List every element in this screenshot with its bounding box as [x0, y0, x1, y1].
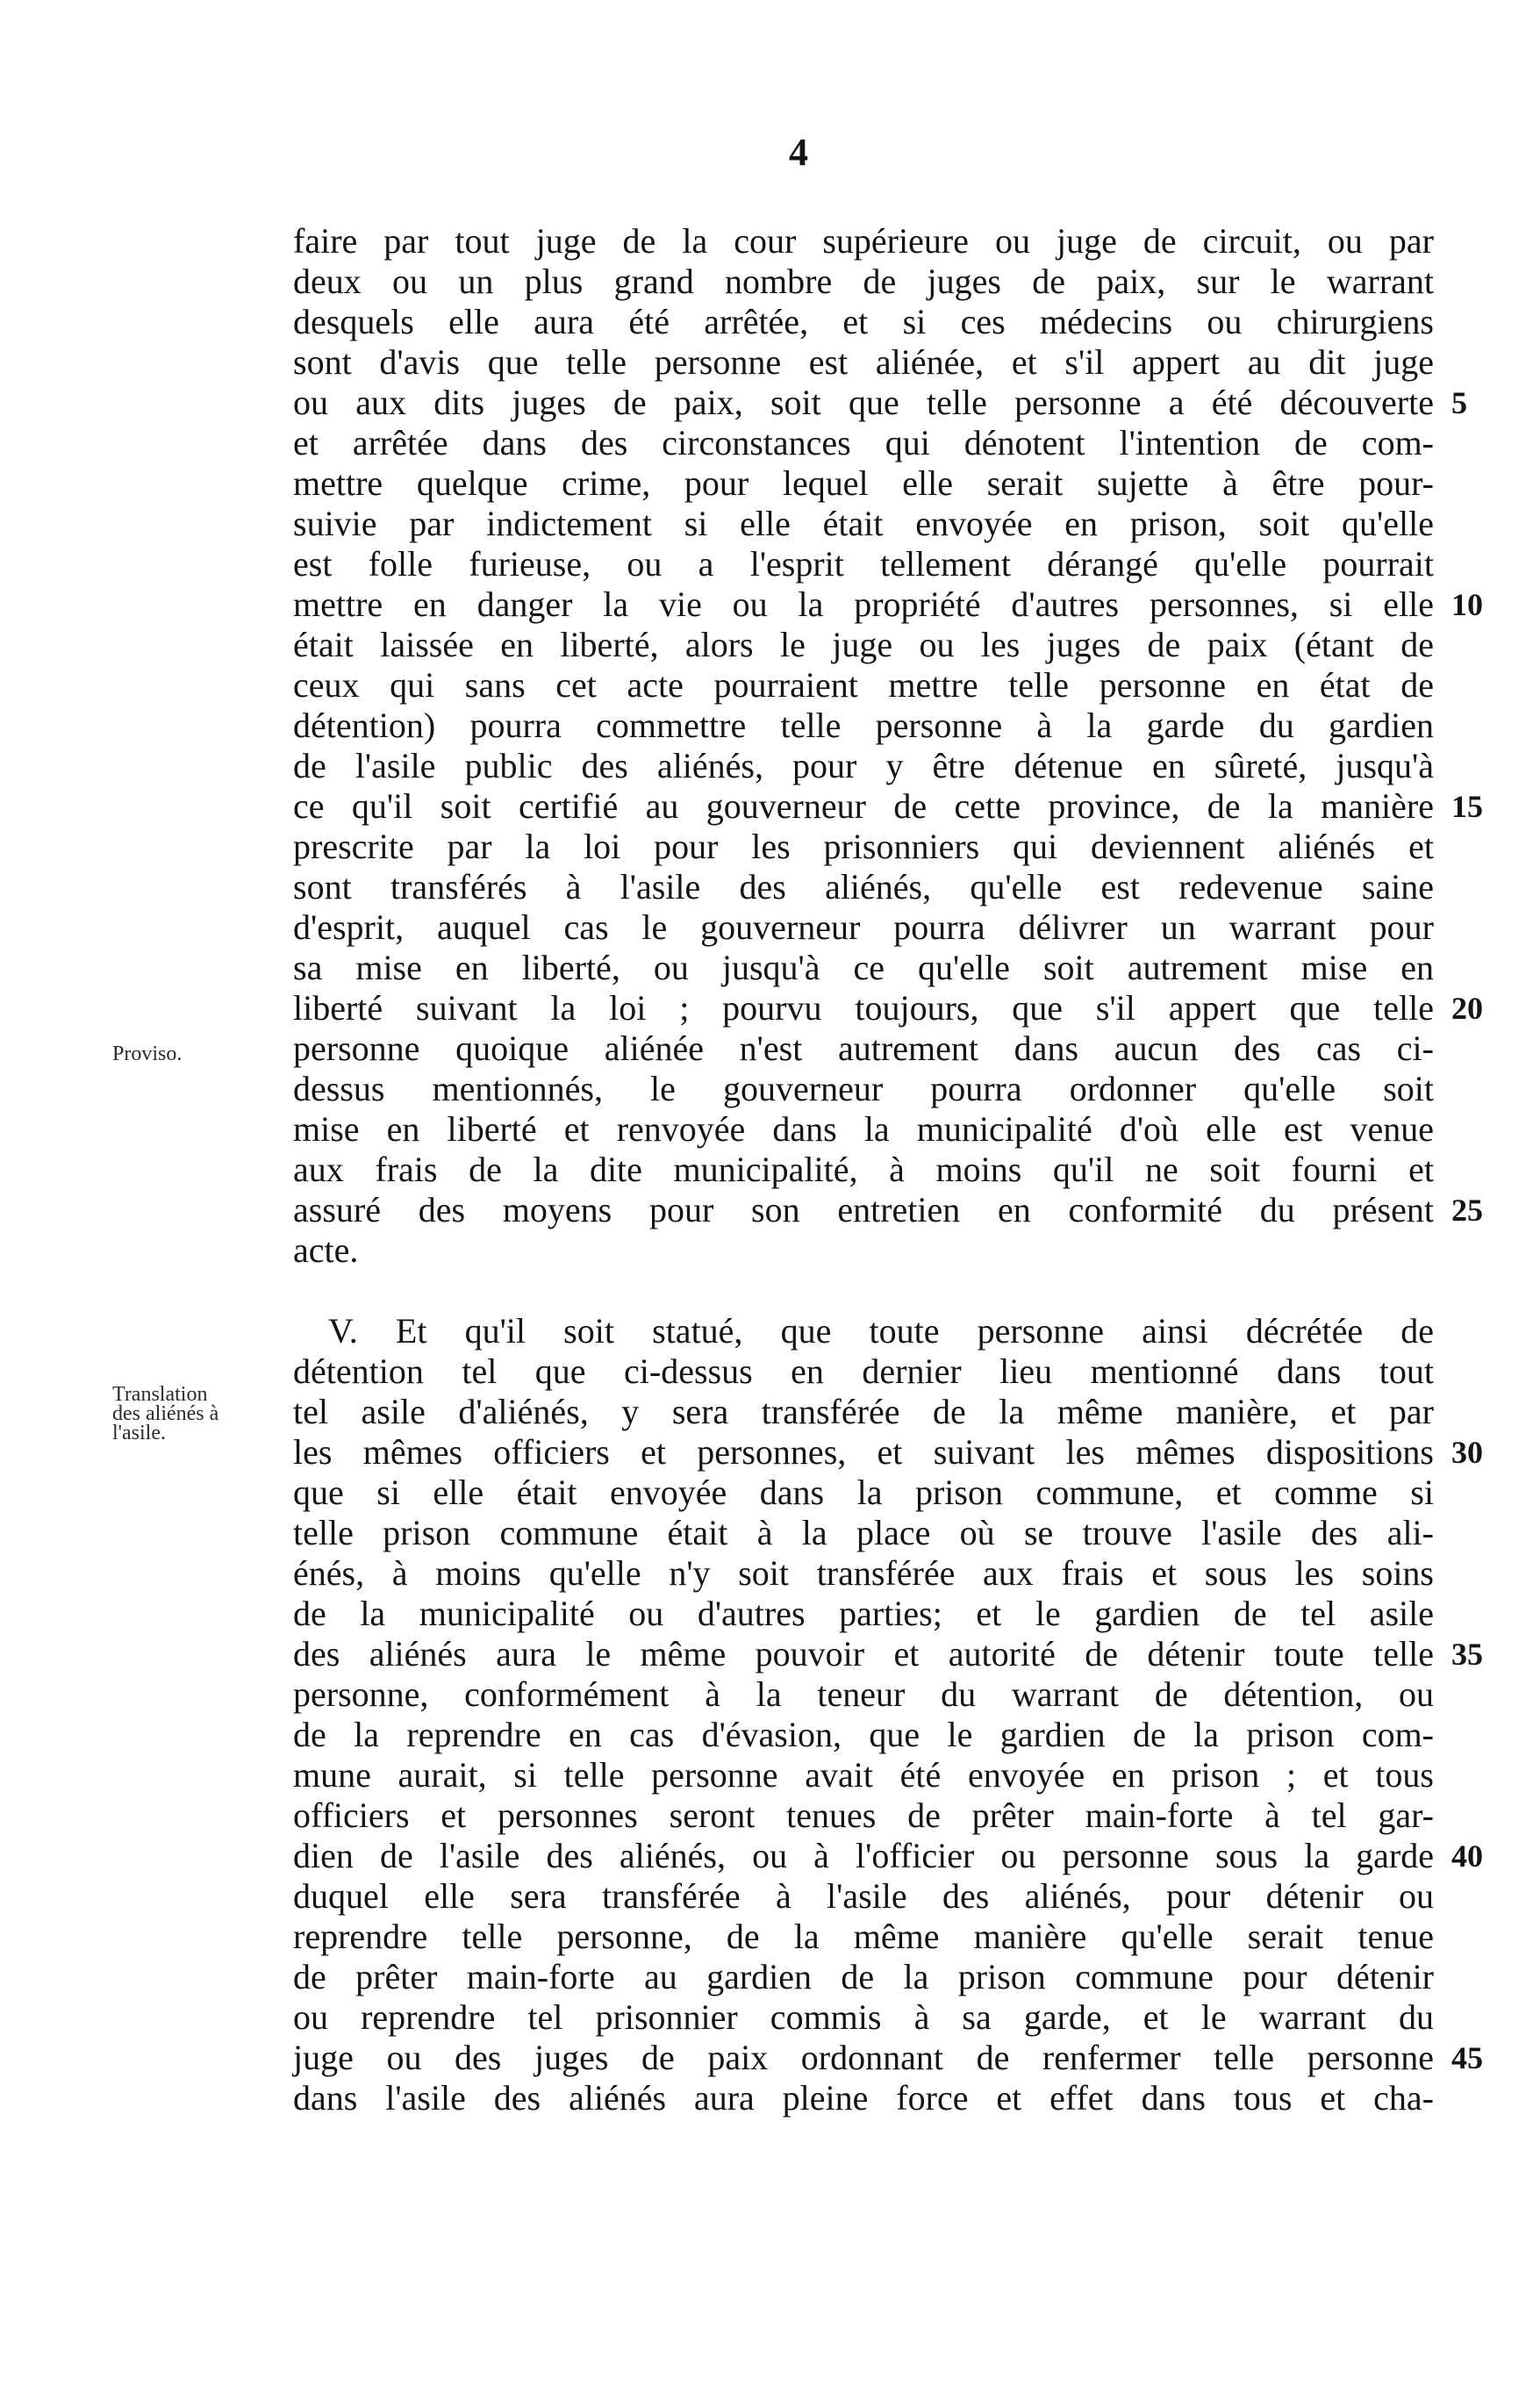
text-line-content: acte. — [293, 1230, 359, 1270]
text-line — [293, 1069, 1434, 1109]
text-line — [293, 1109, 1434, 1150]
text-line-content: que si elle était envoyée dans la prison commune, et comme si — [293, 1473, 1434, 1512]
text-line-content: mune aurait, si telle personne avait été envoyée en prison ; et tous — [293, 1755, 1434, 1795]
text-line — [293, 1594, 1434, 1634]
text-line-content: énés, à moins qu'elle n'y soit transférée aux frais et sous les soins — [293, 1553, 1434, 1593]
line-number: 30 — [1451, 1435, 1483, 1470]
text-line — [293, 1230, 1434, 1271]
text-line-content: des aliénés aura le même pouvoir et autorité de détenir toute telle — [293, 1634, 1434, 1674]
text-line — [293, 1351, 1434, 1392]
line-number: 35 — [1451, 1637, 1483, 1672]
margin-note-line: l'asile. — [112, 1422, 166, 1444]
text-line-content: dien de l'asile des aliénés, ou à l'officier ou personne sous la garde — [293, 1836, 1434, 1875]
text-line-content: est folle furieuse, ou a l'esprit tellement dérangé qu'elle pourrait — [293, 544, 1434, 584]
text-line — [293, 665, 1434, 706]
text-line — [293, 221, 1434, 262]
text-line — [293, 1674, 1434, 1715]
text-line — [293, 1150, 1434, 1190]
text-line-content: desquels elle aura été arrêtée, et si ces médecins ou chirurgiens — [293, 302, 1434, 341]
text-line — [293, 1836, 1483, 1876]
text-line — [293, 262, 1434, 302]
text-line-content: aux frais de la dite municipalité, à moins qu'il ne soit fourni et — [293, 1150, 1434, 1189]
margin-note-line: Translation — [112, 1383, 208, 1406]
text-line — [293, 504, 1434, 544]
text-line-content: mettre quelque crime, pour lequel elle serait sujette à être pour- — [293, 463, 1434, 503]
text-line — [293, 1513, 1434, 1553]
text-line — [293, 1190, 1483, 1230]
text-line — [293, 1553, 1434, 1594]
text-line — [293, 383, 1467, 423]
text-line — [293, 1917, 1434, 1957]
text-line — [293, 1876, 1434, 1917]
text-line-content: ce qu'il soit certifié au gouverneur de cette province, de la manière — [293, 786, 1434, 826]
text-line-content: de l'asile public des aliénés, pour y être détenue en sûreté, jusqu'à — [293, 746, 1434, 785]
text-line — [293, 827, 1434, 867]
text-line-content: telle prison commune était à la place où se trouve l'asile des ali- — [293, 1513, 1434, 1552]
text-line — [293, 1957, 1434, 1997]
text-line — [293, 342, 1434, 383]
text-line-content: ceux qui sans cet acte pourraient mettre telle personne en état de — [293, 665, 1434, 705]
text-line-content: reprendre telle personne, de la même manière qu'elle serait tenue — [293, 1917, 1434, 1956]
line-number: 20 — [1451, 991, 1483, 1026]
text-line — [293, 786, 1483, 827]
text-line-content: sa mise en liberté, ou jusqu'à ce qu'elle soit autrement mise en — [293, 948, 1434, 987]
line-number: 40 — [1451, 1838, 1483, 1874]
text-line — [293, 463, 1434, 504]
text-line-content: de la municipalité ou d'autres parties; et le gardien de tel asile — [293, 1594, 1434, 1633]
text-line-content: les mêmes officiers et personnes, et suivant les mêmes dispositions — [293, 1432, 1434, 1472]
text-line — [293, 1755, 1434, 1795]
line-number: 10 — [1451, 587, 1483, 622]
text-line-content: détention tel que ci-dessus en dernier lieu mentionné dans tout — [293, 1351, 1434, 1391]
margin-note-line: des aliénés à — [112, 1402, 219, 1425]
text-line — [293, 1997, 1434, 2038]
text-line — [293, 907, 1434, 948]
text-line-content: duquel elle sera transférée à l'asile des aliénés, pour détenir ou — [293, 1876, 1434, 1916]
text-line-content: mettre en danger la vie ou la propriété d'autres personnes, si elle — [293, 584, 1434, 624]
text-line — [293, 706, 1434, 746]
text-line — [293, 544, 1434, 584]
text-line — [293, 2078, 1434, 2118]
text-line — [293, 1311, 1434, 1351]
text-line-content: mise en liberté et renvoyée dans la municipalité d'où elle est venue — [293, 1109, 1434, 1149]
text-line-content: sont d'avis que telle personne est aliénée, et s'il appert au dit juge — [293, 342, 1434, 382]
text-line-content: assuré des moyens pour son entretien en conformité du présent — [293, 1190, 1434, 1229]
text-line — [293, 1473, 1434, 1513]
text-line-content: ou aux dits juges de paix, soit que telle personne a été découverte — [293, 383, 1434, 422]
text-line-content: détention) pourra commettre telle personne à la garde du gardien — [293, 706, 1434, 745]
page-number: 4 — [789, 131, 808, 174]
text-line-content: de la reprendre en cas d'évasion, que le gardien de la prison com- — [293, 1715, 1434, 1754]
text-line — [293, 948, 1434, 988]
margin-note-proviso: Proviso. — [112, 1043, 183, 1065]
margin-note-translation — [112, 1385, 288, 1443]
text-line-content: dessus mentionnés, le gouverneur pourra ordonner qu'elle soit — [293, 1069, 1434, 1108]
text-line — [293, 867, 1434, 907]
text-line-content: dans l'asile des aliénés aura pleine force et effet dans tous et cha- — [293, 2078, 1434, 2118]
text-line-content: officiers et personnes seront tenues de prêter main-forte à tel gar- — [293, 1795, 1434, 1835]
text-line-content: liberté suivant la loi ; pourvu toujours, que s'il appert que telle — [293, 988, 1434, 1028]
text-line — [293, 1432, 1483, 1473]
body-text — [293, 221, 1483, 2118]
text-line-content: personne quoique aliénée n'est autrement dans aucun des cas ci- — [293, 1028, 1434, 1068]
text-line-content: et arrêtée dans des circonstances qui dénotent l'intention de com- — [293, 423, 1434, 462]
text-line — [293, 746, 1434, 786]
line-number: 45 — [1451, 2040, 1483, 2075]
paragraph-gap — [293, 1271, 1434, 1311]
text-line — [293, 584, 1483, 625]
text-line-content: prescrite par la loi pour les prisonniers qui deviennent aliénés et — [293, 827, 1434, 866]
text-line — [293, 625, 1434, 665]
line-number: 15 — [1451, 789, 1483, 824]
text-line — [293, 2038, 1483, 2078]
text-line-content: juge ou des juges de paix ordonnant de renfermer telle personne — [293, 2038, 1434, 2077]
text-line-content: sont transférés à l'asile des aliénés, qu'elle est redevenue saine — [293, 867, 1434, 907]
line-number: 5 — [1451, 385, 1467, 420]
text-line — [293, 1634, 1483, 1674]
text-line — [293, 1795, 1434, 1836]
text-line-content: personne, conformément à la teneur du warrant de détention, ou — [293, 1674, 1434, 1714]
text-line-content: tel asile d'aliénés, y sera transférée de la même manière, et par — [293, 1392, 1434, 1431]
text-line — [293, 1715, 1434, 1755]
text-line-content: faire par tout juge de la cour supérieure ou juge de circuit, ou par — [293, 221, 1434, 261]
text-line-content: suivie par indictement si elle était envoyée en prison, soit qu'elle — [293, 504, 1434, 543]
text-line-content: deux ou un plus grand nombre de juges de paix, sur le warrant — [293, 262, 1434, 301]
text-line-content: ou reprendre tel prisonnier commis à sa garde, et le warrant du — [293, 1997, 1434, 2037]
text-line — [293, 423, 1434, 463]
line-number: 25 — [1451, 1193, 1483, 1228]
text-line-content: d'esprit, auquel cas le gouverneur pourra délivrer un warrant pour — [293, 907, 1434, 947]
text-line-content: était laissée en liberté, alors le juge ou les juges de paix (étant de — [293, 625, 1434, 664]
text-line — [293, 1028, 1434, 1069]
text-line — [293, 302, 1434, 342]
text-line-content: V. Et qu'il soit statué, que toute personne ainsi décrétée de — [293, 1311, 1434, 1351]
text-line-content: de prêter main-forte au gardien de la prison commune pour détenir — [293, 1957, 1434, 1996]
text-line — [293, 988, 1483, 1028]
text-line — [293, 1392, 1434, 1432]
